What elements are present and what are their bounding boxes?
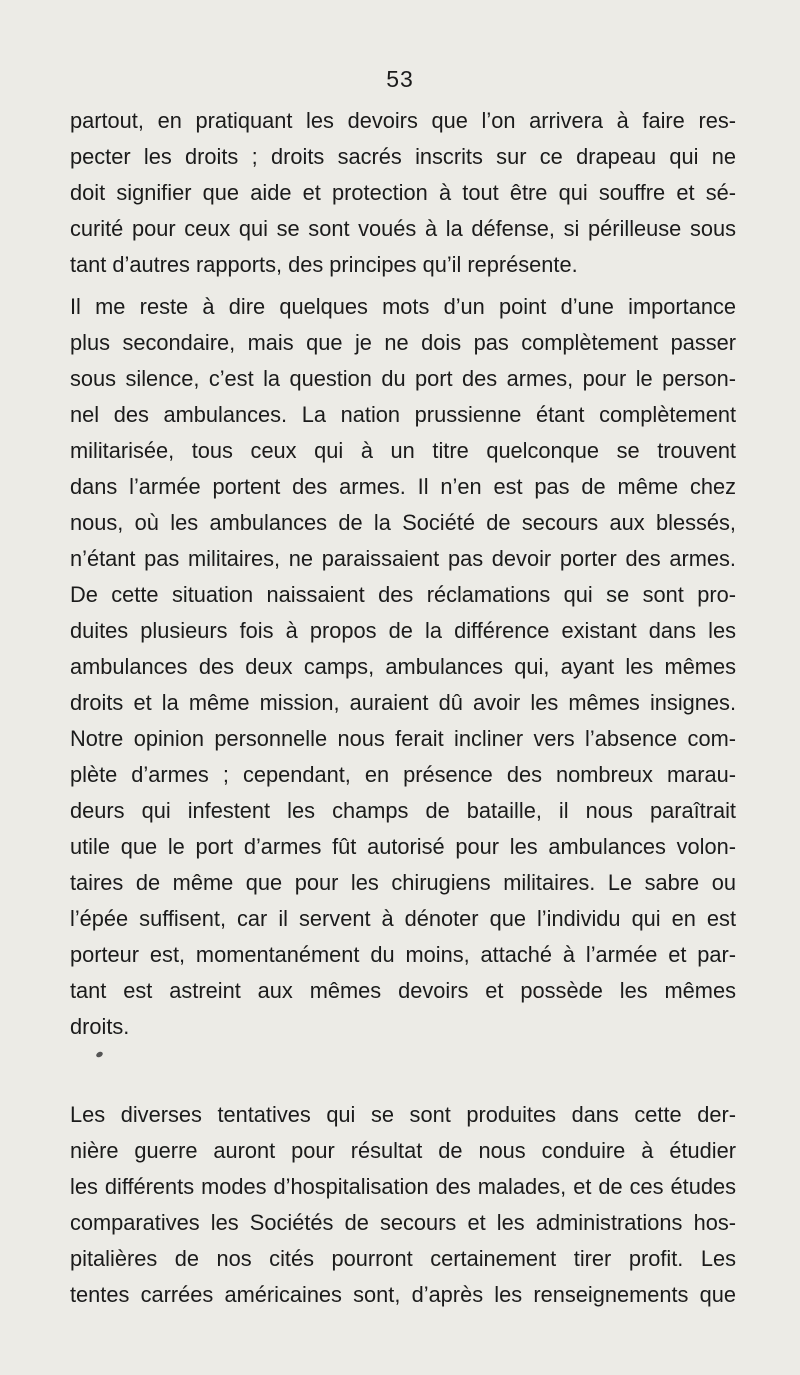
text-line: ambulances des deux camps, ambulances qui, ayant les mêmes [70,654,736,679]
text-line: les différents modes d’hospitalisation des malades, et de ces études [70,1174,736,1199]
text-line: curité pour ceux qui se sont voués à la défense, si périlleuse sous [70,216,736,241]
text-line: droits et la même mission, auraient dû avoir les mêmes insignes. [70,690,736,715]
text-line: tentes carrées américaines sont, d’après les renseignements que [70,1282,736,1307]
text-line: deurs qui infestent les champs de bataille, il nous paraîtrait [70,798,736,823]
text-line: pecter les droits ; droits sacrés inscrits sur ce drapeau qui ne [70,144,736,169]
text-line: comparatives les Sociétés de secours et les administrations hos- [70,1210,736,1235]
text-line: sous silence, c’est la question du port des armes, pour le person- [70,366,736,391]
text-line: porteur est, momentanément du moins, attaché à l’armée et par- [70,942,736,967]
text-line: tant est astreint aux mêmes devoirs et possède les mêmes [70,978,736,1003]
paragraph-3 [70,1097,736,1313]
text-line: Les diverses tentatives qui se sont produites dans cette der- [70,1102,736,1127]
page-number: 53 [386,66,414,92]
text-line: doit signifier que aide et protection à tout être qui souffre et sé- [70,180,736,205]
paragraph-1 [70,103,736,283]
text-line: plète d’armes ; cependant, en présence des nombreux marau- [70,762,736,787]
text-line: droits. [70,1014,130,1039]
text-line: plus secondaire, mais que je ne dois pas complètement passer [70,330,736,355]
text-line: dans l’armée portent des armes. Il n’en est pas de même chez [70,474,736,499]
text-line: pitalières de nos cités pourront certainement tirer profit. Les [70,1246,736,1271]
ink-speck [95,1051,104,1059]
text-line: taires de même que pour les chirugiens militaires. Le sabre ou [70,870,736,895]
paragraph-2 [70,289,736,1045]
text-line: nel des ambulances. La nation prussienne étant complètement [70,402,736,427]
text-line: militarisée, tous ceux qui à un titre quelconque se trouvent [70,438,736,463]
text-line: utile que le port d’armes fût autorisé pour les ambulances volon- [70,834,736,859]
text-line: Il me reste à dire quelques mots d’un point d’une importance [70,294,736,319]
text-line: l’épée suffisent, car il servent à dénoter que l’individu qui en est [70,906,736,931]
text-line: duites plusieurs fois à propos de la différence existant dans les [70,618,736,643]
text-line: nous, où les ambulances de la Société de secours aux blessés, [70,510,736,535]
text-line: partout, en pratiquant les devoirs que l’on arrivera à faire res- [70,108,736,133]
text-line: De cette situation naissaient des réclamations qui se sont pro- [70,582,736,607]
text-line: tant d’autres rapports, des principes qu’il représente. [70,252,578,277]
text-line: nière guerre auront pour résultat de nous conduire à étudier [70,1138,736,1163]
text-line: n’étant pas militaires, ne paraissaient pas devoir porter des armes. [70,546,736,571]
text-line: Notre opinion personnelle nous ferait incliner vers l’absence com- [70,726,736,751]
